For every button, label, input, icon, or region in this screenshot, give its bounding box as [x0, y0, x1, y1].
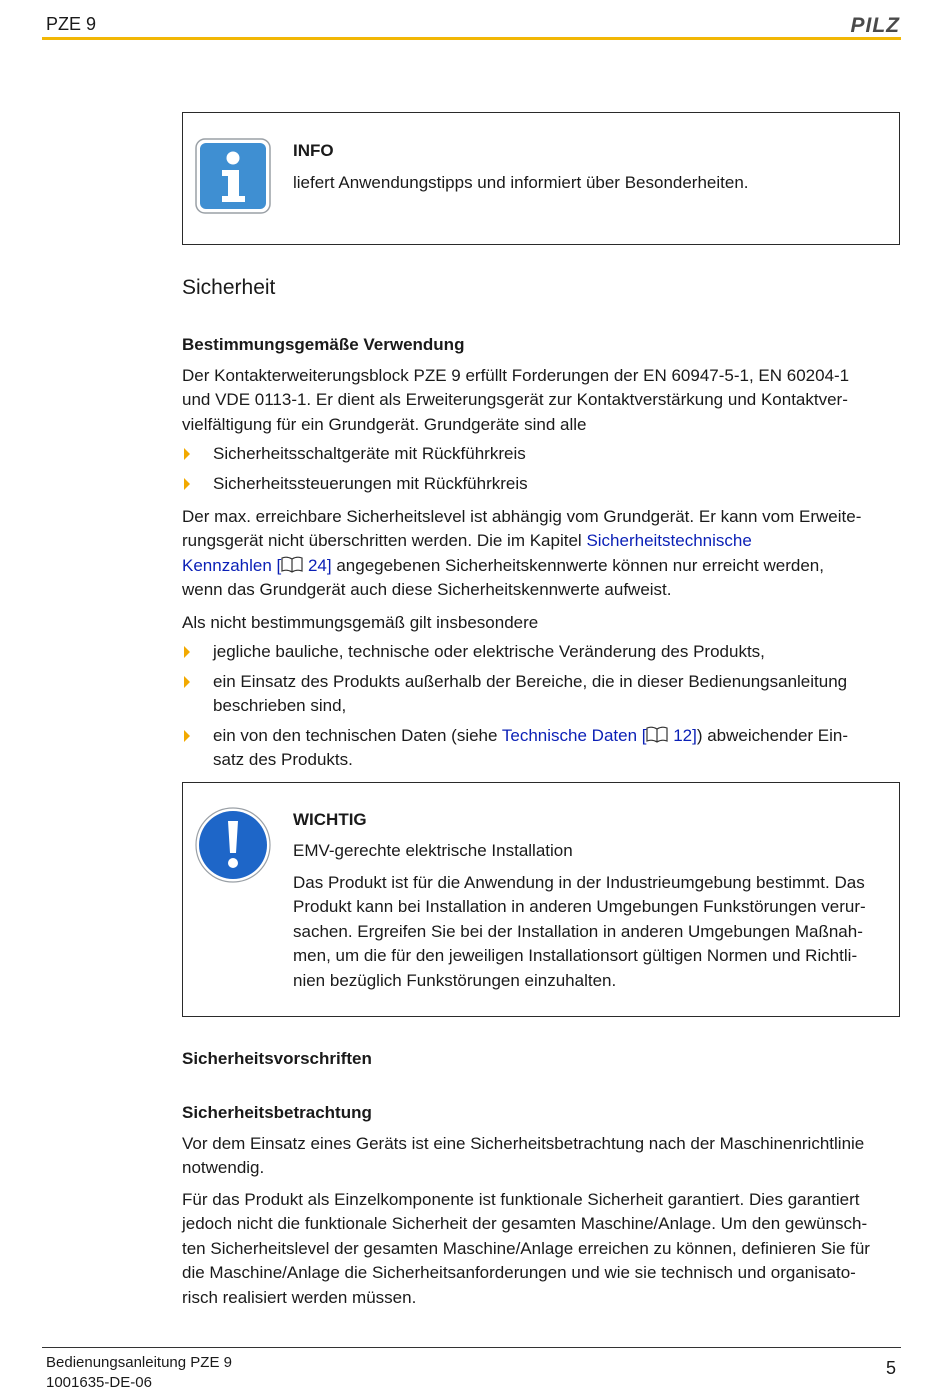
book-icon [281, 556, 303, 573]
warning-title: WICHTIG [293, 810, 367, 829]
triangle-bullet-icon [184, 448, 190, 460]
intended-use-paragraph: Der Kontakterweiterungsblock PZE 9 erfüllt Forderungen der EN 60947-5-1, EN 60204-1 und VDE 0113-1. Er dient als Erweiterungsgerät zur Kontaktverstärkung und Kontaktver- vielfältigung für ein Grundgerät. Grundgeräte sind alle [182, 366, 850, 434]
safety-regulations-heading: Sicherheitsvorschriften [182, 1049, 372, 1068]
info-icon [195, 138, 271, 214]
warning-box [182, 782, 900, 1017]
info-text: liefert Anwendungstipps und informiert über Besonderheiten. [293, 173, 749, 192]
document-title: PZE 9 [46, 14, 97, 34]
info-title: INFO [293, 141, 334, 160]
exclamation-icon [195, 807, 271, 883]
misuse-intro: Als nicht bestimmungsgemäß gilt insbesondere [182, 613, 539, 632]
triangle-bullet-icon [184, 478, 190, 490]
footer-document-name: Bedienungsanleitung PZE 9 [46, 1354, 232, 1371]
intended-use-heading: Bestimmungsgemäße Verwendung [182, 335, 465, 354]
warning-subtitle: EMV-gerechte elektrische Installation [293, 841, 573, 860]
safety-level-paragraph: Der max. erreichbare Sicherheitslevel ist abhängig vom Grundgerät. Er kann vom Erweite- rungsgerät nicht überschritten werden. Die im Kapitel Sicherheitstechnische Kennzahlen [ 24] angegebenen Sicherheitskennwerte können nur erreicht werden, wenn das Grundgerät auch diese Sicherheitskennwerte aufweist. [182, 507, 862, 600]
footer-rule [42, 1347, 901, 1348]
triangle-bullet-icon [184, 730, 190, 742]
info-box [182, 112, 900, 245]
triangle-bullet-icon [184, 676, 190, 688]
link-technical-data[interactable]: Technische Daten [ 12] [501, 726, 697, 745]
brand-logo: PILZ [850, 14, 900, 37]
header-rule [42, 37, 901, 40]
section-title: Sicherheit [182, 276, 276, 299]
triangle-bullet-icon [184, 646, 190, 658]
safety-assessment-paragraph-1: Vor dem Einsatz eines Geräts ist eine Sicherheitsbetrachtung nach der Maschinenrichtlinie notwendig. [182, 1134, 865, 1178]
book-icon [646, 726, 668, 743]
safety-assessment-paragraph-2: Für das Produkt als Einzelkomponente ist funktionale Sicherheit garantiert. Dies garantiert jedoch nicht die funktionale Sicherheit der gesamten Maschine/Anlage. Um den gewünsch- ten Sicherheitslevel der gesamten Maschine/Anlage erreichen zu können, definieren Sie für die Maschine/Anlage die Sicherheitsanforderungen und wie sie technisch und organisato- risch realisiert werden müssen. [182, 1190, 870, 1307]
safety-assessment-heading: Sicherheitsbetrachtung [182, 1103, 372, 1122]
footer-document-number: 1001635-DE-06 [46, 1374, 152, 1391]
link-safety-characteristics[interactable]: Sicherheitstechnische [586, 531, 752, 551]
warning-text: Das Produkt ist für die Anwendung in der Industrieumgebung bestimmt. Das Produkt kann bei Installation in anderen Umgebungen Funkstörungen verur- sachen. Ergreifen Sie bei der Installation in anderen Umgebungen Maßnah- men, um die für den jeweiligen Installationsort gültigen Normen und Richtli- nien bezüglich Funkstörungen einzuhalten. [293, 873, 866, 990]
page-number: 5 [885, 1358, 896, 1378]
link-safety-characteristics-page[interactable]: Kennzahlen [ 24] [182, 555, 332, 575]
